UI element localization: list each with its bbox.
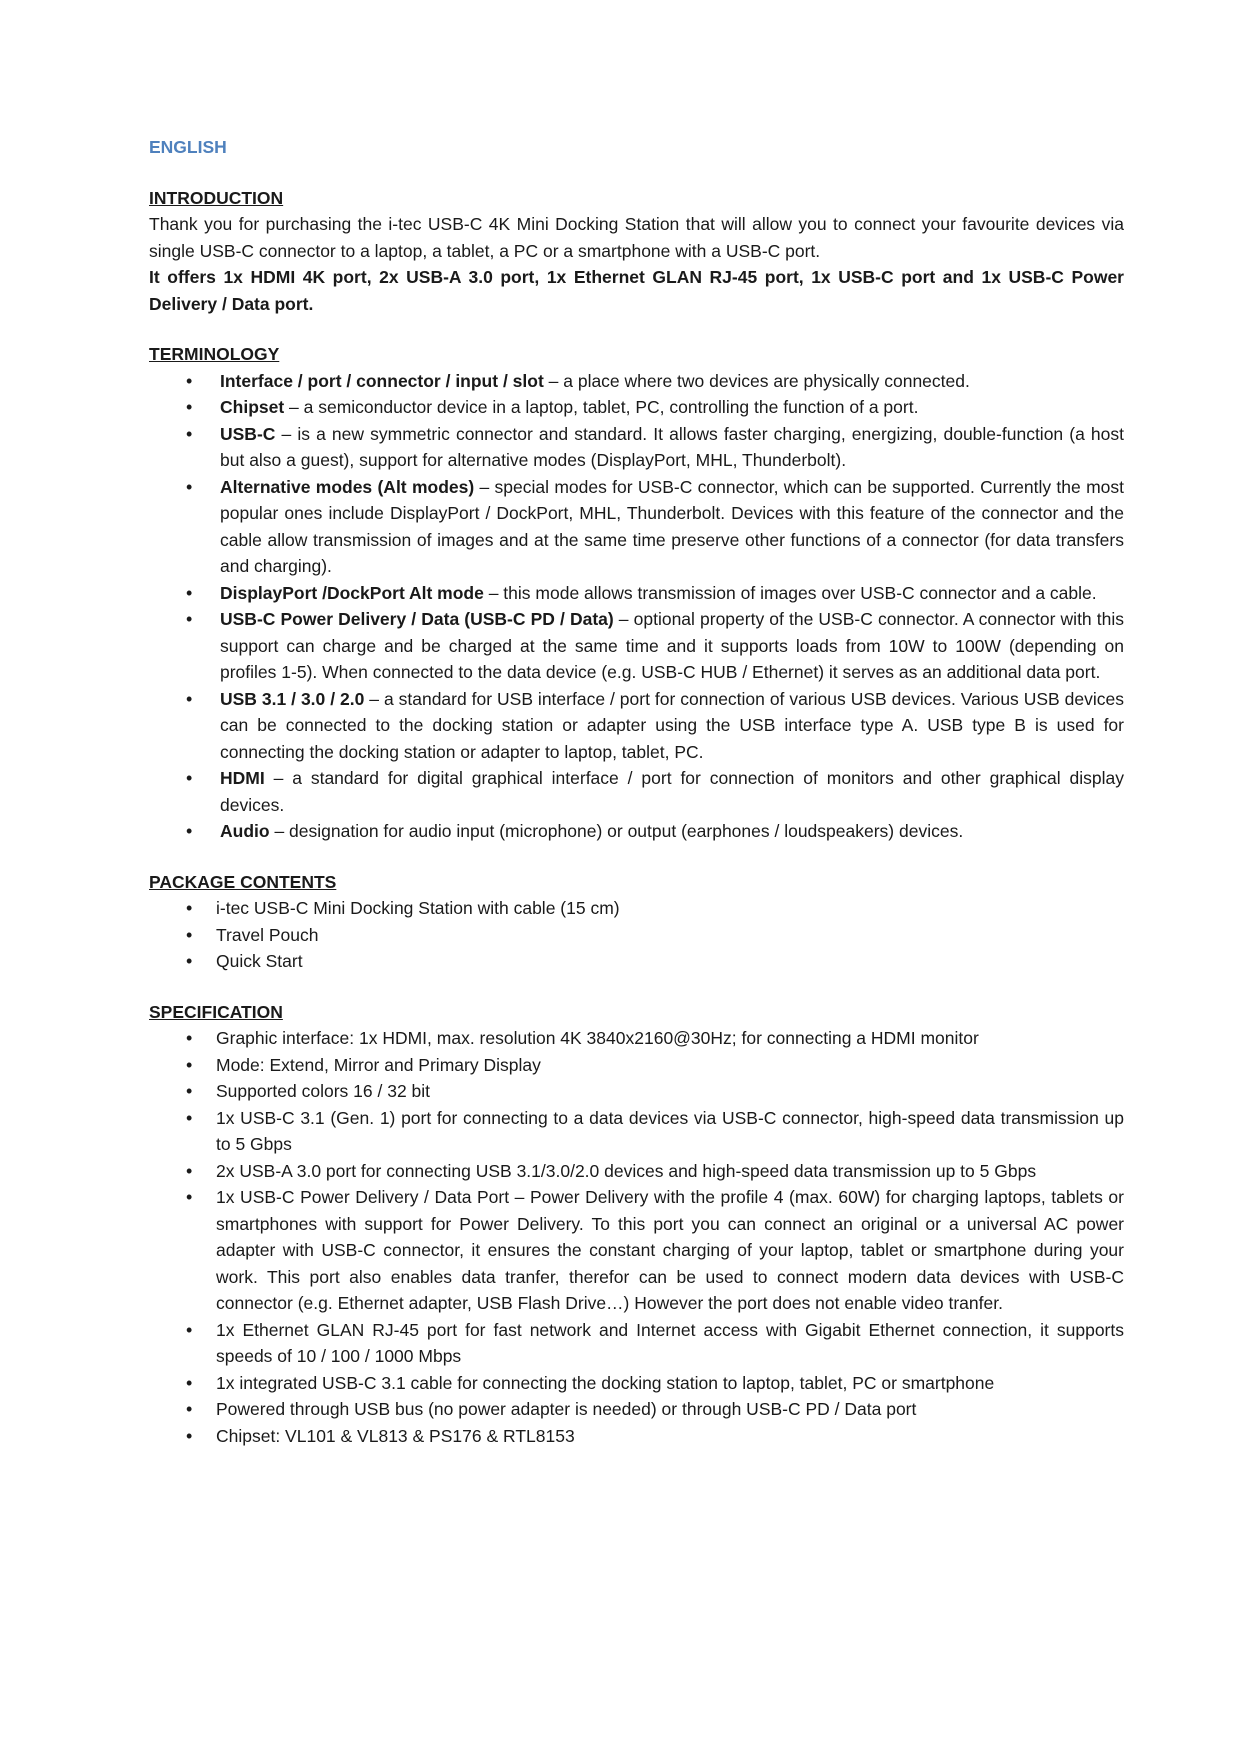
spec-item: • Supported colors 16 / 32 bit bbox=[149, 1078, 1124, 1105]
terminology-item bbox=[149, 686, 1124, 766]
specification-section bbox=[149, 999, 1124, 1450]
term-name: USB-C bbox=[220, 423, 276, 444]
term-description: – a place where two devices are physically connected. bbox=[543, 370, 970, 391]
spec-item: • Graphic interface: 1x HDMI, max. resolution 4K 3840x2160@30Hz; for connecting a HDMI monitor bbox=[149, 1025, 1124, 1052]
spec-item: • 1x Ethernet GLAN RJ-45 port for fast network and Internet access with Gigabit Ethernet connection, it supports speeds of 10 / 100 / 1000 Mbps bbox=[149, 1317, 1124, 1370]
terminology-item bbox=[149, 368, 1124, 395]
term-name: Interface / port / connector / input / slot bbox=[220, 370, 544, 391]
term-description: – optional property of the USB-C connector. A connector with this support can charge and be charged at the same time and it supports loads from 10W to 100W (depending on profiles 1-5). When connected to the data device (e.g. USB-C HUB / Ethernet) it serves as an additional data port. bbox=[220, 609, 1124, 682]
term-description: – special modes for USB-C connector, which can be supported. Currently the most popular ones include DisplayPort / DockPort, MHL, Thunderbolt. Devices with this feature of the connector and the cable allow transmission of images and at the same time preserve other functions of a connector (for data transfers and charging). bbox=[220, 476, 1124, 576]
package-section bbox=[149, 869, 1124, 975]
spec-item: • Powered through USB bus (no power adapter is needed) or through USB-C PD / Data port bbox=[149, 1396, 1124, 1423]
introduction-text: Thank you for purchasing the i-tec USB-C 4K Mini Docking Station that will allow you to connect your favourite devices via single USB-C connector to a laptop, a tablet, a PC or a smartphone with a USB-C port. bbox=[149, 214, 1124, 261]
terminology-heading: TERMINOLOGY bbox=[149, 344, 280, 364]
language-label: ENGLISH bbox=[149, 137, 227, 157]
terminology-list bbox=[149, 368, 1124, 845]
spec-item: • 1x USB-C Power Delivery / Data Port – Power Delivery with the profile 4 (max. 60W) for charging laptops, tablets or smartphones with support for Power Delivery. To this port you can connect an original or a universal AC power adapter with USB-C connector, it ensures the constant charging of your laptop, tablet or smartphone during your work. This port also enables data tranfer, therefor can be used to connect modern data devices with USB-C connector (e.g. Ethernet adapter, USB Flash Drive…) However the port does not enable video tranfer. bbox=[149, 1184, 1124, 1317]
spec-item: • Chipset: VL101 & VL813 & PS176 & RTL8153 bbox=[149, 1423, 1124, 1450]
term-name: USB-C Power Delivery / Data (USB-C PD / Data) bbox=[220, 609, 614, 629]
spec-item: • 1x integrated USB-C 3.1 cable for connecting the docking station to laptop, tablet, PC or smartphone bbox=[149, 1370, 1124, 1397]
package-item: • i-tec USB-C Mini Docking Station with cable (15 cm) bbox=[149, 895, 1124, 922]
specification-list bbox=[149, 1025, 1124, 1449]
term-description: – designation for audio input (microphone) or output (earphones / loudspeakers) devices. bbox=[269, 821, 964, 841]
term-description: – a standard for USB interface / port for connection of various USB devices. Various USB devices can be connected to the docking station or adapter using the USB interface type A. USB type B is used for connecting the docking station or adapter to laptop, tablet, PC. bbox=[220, 688, 1124, 762]
term-name: Audio bbox=[220, 821, 270, 841]
term-description: – a standard for digital graphical interface / port for connection of monitors and other graphical display devices. bbox=[220, 768, 1124, 815]
terminology-item bbox=[149, 606, 1124, 686]
term-name: Alternative modes (Alt modes) bbox=[220, 476, 475, 497]
term-name: HDMI bbox=[220, 768, 265, 788]
term-name: USB 3.1 / 3.0 / 2.0 bbox=[220, 688, 365, 709]
package-item: • Quick Start bbox=[149, 948, 1124, 975]
terminology-item bbox=[149, 474, 1124, 580]
term-description: – a semiconductor device in a laptop, tablet, PC, controlling the function of a port. bbox=[284, 397, 919, 417]
term-name: DisplayPort /DockPort Alt mode bbox=[220, 582, 484, 603]
package-item: • Travel Pouch bbox=[149, 922, 1124, 949]
specification-heading: SPECIFICATION bbox=[149, 1001, 283, 1022]
terminology-item bbox=[149, 818, 1124, 845]
terminology-item bbox=[149, 765, 1124, 818]
package-heading: PACKAGE CONTENTS bbox=[149, 871, 337, 892]
terminology-section bbox=[149, 341, 1124, 845]
introduction-heading: INTRODUCTION bbox=[149, 187, 284, 208]
introduction-section bbox=[149, 185, 1124, 318]
spec-item: • Mode: Extend, Mirror and Primary Display bbox=[149, 1052, 1124, 1079]
terminology-item bbox=[149, 580, 1124, 607]
term-description: – this mode allows transmission of images over USB-C connector and a cable. bbox=[483, 582, 1097, 603]
term-name: Chipset bbox=[220, 397, 285, 417]
introduction-bold-text: It offers 1x HDMI 4K port, 2x USB-A 3.0 port, 1x Ethernet GLAN RJ-45 port, 1x USB-C port and 1x USB-C Power Delivery / Data port. bbox=[149, 267, 1124, 314]
terminology-item bbox=[149, 421, 1124, 474]
spec-item: • 2x USB-A 3.0 port for connecting USB 3.1/3.0/2.0 devices and high-speed data transmission up to 5 Gbps bbox=[149, 1158, 1124, 1185]
term-description: – is a new symmetric connector and standard. It allows faster charging, energizing, double-function (a host but also a guest), support for alternative modes (DisplayPort, MHL, Thunderbolt). bbox=[220, 423, 1124, 470]
spec-item: • 1x USB-C 3.1 (Gen. 1) port for connecting to a data devices via USB-C connector, high-speed data transmission up to 5 Gbps bbox=[149, 1105, 1124, 1158]
terminology-item bbox=[149, 394, 1124, 421]
package-list bbox=[149, 895, 1124, 975]
document-page bbox=[149, 134, 1124, 1473]
